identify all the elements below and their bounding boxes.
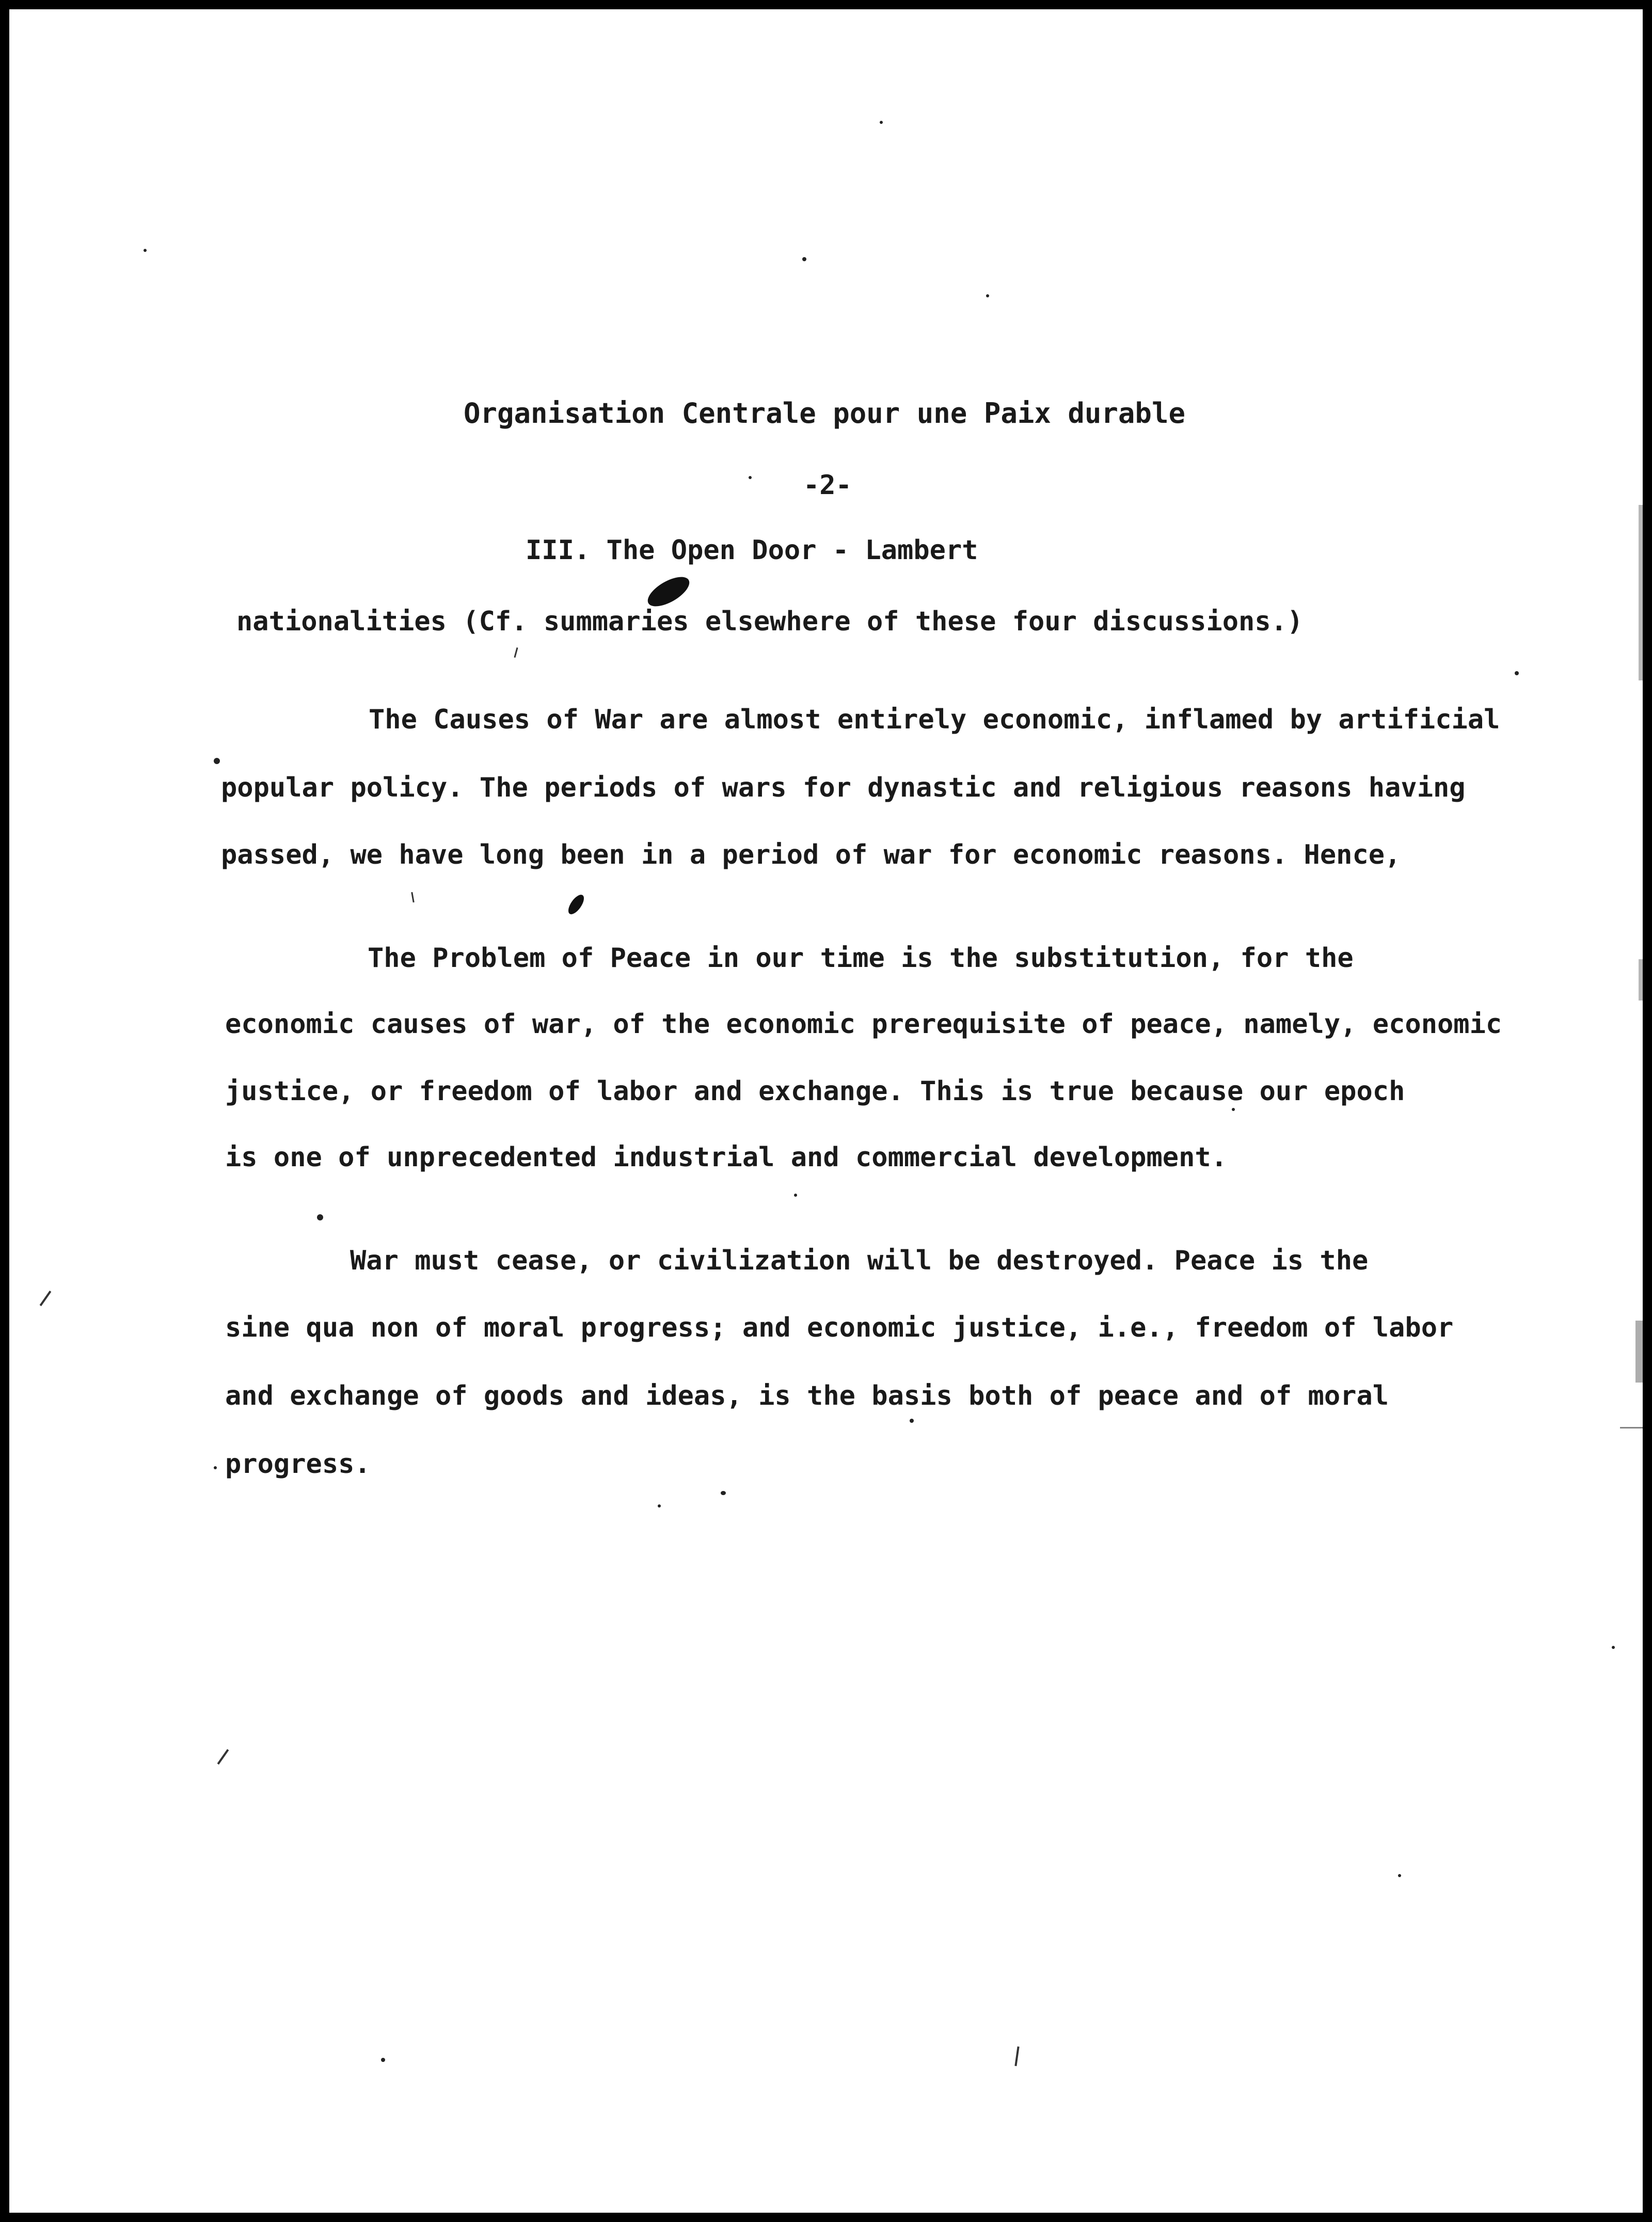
paragraph-2-line-3: justice, or freedom of labor and exchange. This is true because our epoch: [225, 1076, 1405, 1107]
section-title: III. The Open Door - Lambert: [526, 535, 978, 566]
continuation-line: nationalities (Cf. summaries elsewhere of these four discussions.): [236, 606, 1304, 637]
document-page: [9, 9, 1643, 2213]
scan-speck: [880, 121, 883, 124]
scan-speck: [214, 1466, 217, 1469]
paragraph-1-line-3: passed, we have long been in a period of war for economic reasons. Hence,: [221, 839, 1401, 870]
scan-speck: [1232, 1108, 1235, 1111]
paragraph-2-line-4: is one of unprecedented industrial and commercial development.: [225, 1142, 1228, 1173]
binding-edge-line: [1620, 1427, 1643, 1429]
paragraph-1-line-1: The Causes of War are almost entirely economic, inflamed by artificial: [369, 704, 1500, 735]
binding-edge-mark: [1639, 505, 1643, 680]
ink-mark: [565, 892, 587, 917]
paragraph-2-line-1: The Problem of Peace in our time is the substitution, for the: [368, 943, 1354, 974]
scan-speck: [317, 1214, 323, 1220]
scan-speck: [802, 257, 806, 261]
stray-pencil-mark: [1014, 2046, 1019, 2066]
document-header: Organisation Centrale pour une Paix durable: [464, 397, 1185, 430]
page-number: -2-: [803, 470, 852, 501]
paragraph-3-line-2: sine qua non of moral progress; and economic justice, i.e., freedom of labor: [225, 1312, 1454, 1343]
scan-speck: [144, 249, 147, 252]
paragraph-3-line-3: and exchange of goods and ideas, is the basis both of peace and of moral: [225, 1380, 1389, 1411]
stray-pencil-mark: [411, 892, 414, 902]
stray-pencil-mark: [40, 1291, 52, 1306]
paragraph-1-line-2: popular policy. The periods of wars for dynastic and religious reasons having: [221, 772, 1466, 803]
scan-speck: [1515, 671, 1519, 675]
scan-speck: [1612, 1646, 1615, 1649]
scan-speck: [986, 294, 989, 297]
binding-edge-mark: [1639, 959, 1643, 1001]
scan-speck: [910, 1419, 914, 1423]
scan-speck: [721, 1491, 726, 1495]
paragraph-2-line-2: economic causes of war, of the economic prerequisite of peace, namely, economic: [225, 1009, 1502, 1040]
scan-speck: [658, 1504, 661, 1507]
scan-speck: [794, 1194, 797, 1197]
scan-speck: [214, 758, 220, 764]
paragraph-3-line-1: War must cease, or civilization will be destroyed. Peace is the: [350, 1245, 1369, 1276]
paragraph-3-line-4: progress.: [225, 1449, 371, 1480]
scan-speck: [749, 476, 752, 479]
scan-speck: [1398, 1874, 1401, 1877]
scan-speck: [381, 2058, 385, 2062]
stray-pencil-mark: [217, 1749, 229, 1765]
stray-pencil-mark: [514, 647, 518, 658]
binding-edge-mark: [1635, 1321, 1643, 1383]
